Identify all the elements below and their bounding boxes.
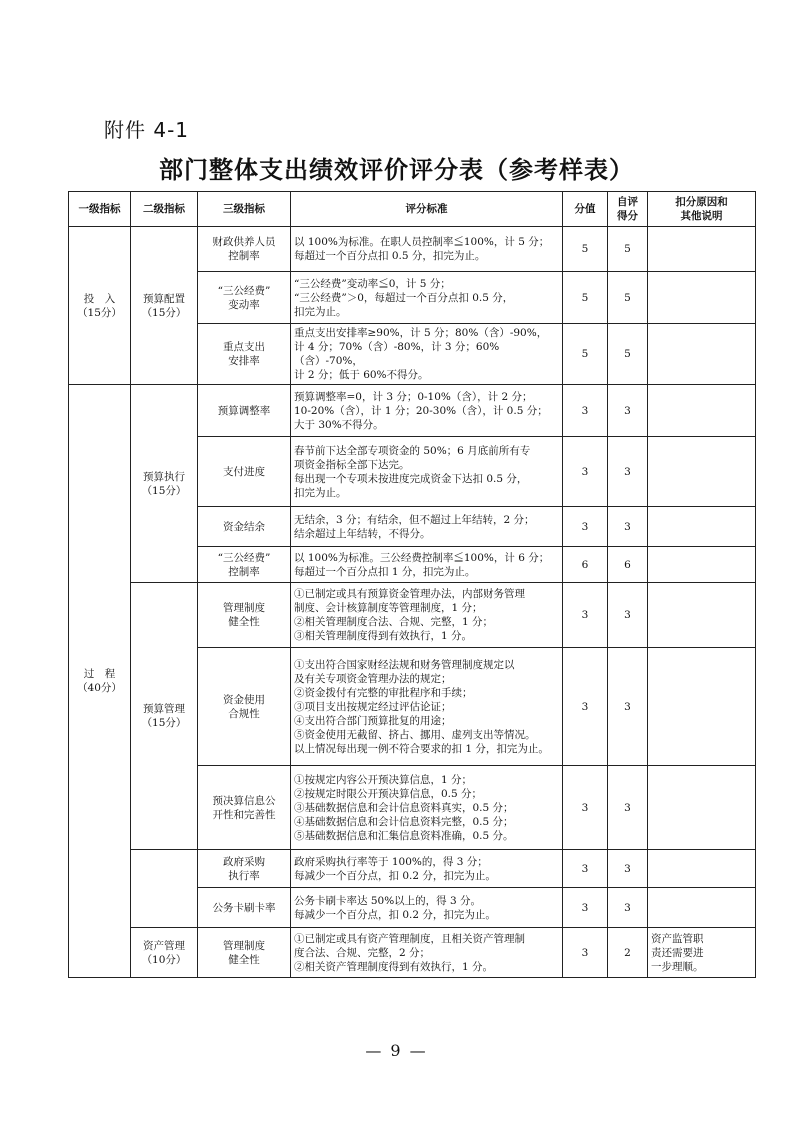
indicator-cell: “三公经费” 控制率 [198, 547, 291, 583]
remark-cell [648, 272, 756, 324]
header-level2: 二级指标 [131, 192, 198, 227]
header-level3: 三级指标 [198, 192, 291, 227]
group-input: 投 入 （15分） [69, 227, 131, 385]
header-row [69, 192, 756, 227]
remark-cell [648, 507, 756, 547]
self-score-cell: 3 [608, 648, 648, 766]
indicator-cell: 管理制度 健全性 [198, 583, 291, 648]
self-score-cell: 3 [608, 583, 648, 648]
attachment-label: 附件 4-1 [104, 118, 190, 142]
self-score-cell: 3 [608, 850, 648, 888]
header-standard: 评分标准 [291, 192, 563, 227]
self-score-cell: 5 [608, 227, 648, 272]
group-process: 过 程 （40分） [69, 385, 131, 978]
remark-cell [648, 583, 756, 648]
remark-cell [648, 385, 756, 437]
self-score-cell: 3 [608, 385, 648, 437]
self-score-cell: 5 [608, 324, 648, 385]
self-score-cell: 3 [608, 766, 648, 850]
self-score-cell: 6 [608, 547, 648, 583]
evaluation-score-table [68, 191, 756, 978]
score-cell: 5 [563, 227, 608, 272]
standard-cell: 政府采购执行率等于 100%的，得 3 分； 每减少一个百分点，扣 0.2 分，扣完为止。 [291, 850, 563, 888]
self-score-cell: 3 [608, 437, 648, 507]
self-score-cell: 5 [608, 272, 648, 324]
table-row [69, 227, 756, 272]
indicator-cell: 资金结余 [198, 507, 291, 547]
standard-cell: ①已制定或具有预算资金管理办法，内部财务管理 制度、会计核算制度等管理制度，1 分； ②相关管理制度合法、合规、完整，1 分； ③相关管理制度得到有效执行，1 分。 [291, 583, 563, 648]
subgroup-budget-exec: 预算执行 （15分） [131, 385, 198, 583]
indicator-cell: “三公经费” 变动率 [198, 272, 291, 324]
standard-cell: ①支出符合国家财经法规和财务管理制度规定以 及有关专项资金管理办法的规定； ②资金拨付有完整的审批程序和手续； ③项目支出按规定经过评估论证； ④支出符合部门预算批复的用途； ⑤资金使用无截留、挤占、挪用、虚列支出等情况。 以上情况每出现一例不符合要求的扣 1 分，扣完为止。 [291, 648, 563, 766]
standard-cell: 预算调整率=0，计 3 分；0-10%（含），计 2 分； 10-20%（含），计 1 分；20-30%（含），计 0.5 分； 大于 30%不得分。 [291, 385, 563, 437]
score-cell: 6 [563, 547, 608, 583]
remark-cell [648, 227, 756, 272]
remark-cell [648, 324, 756, 385]
indicator-cell: 政府采购 执行率 [198, 850, 291, 888]
score-cell: 3 [563, 507, 608, 547]
remark-cell [648, 766, 756, 850]
subgroup-asset-mgmt: 资产管理 （10分） [131, 928, 198, 978]
header-score: 分值 [563, 192, 608, 227]
subgroup-budget-mgmt: 预算管理 （15分） [131, 583, 198, 850]
table-row [69, 928, 756, 978]
page-number: — 9 — [365, 1041, 428, 1060]
remark-cell [648, 888, 756, 928]
standard-cell: ①按规定内容公开预决算信息，1 分； ②按规定时限公开预决算信息，0.5 分； ③基础数据信息和会计信息资料真实，0.5 分； ④基础数据信息和会计信息资料完整，0.5 分； ⑤基础数据信息和汇集信息资料准确，0.5 分。 [291, 766, 563, 850]
indicator-cell: 公务卡刷卡率 [198, 888, 291, 928]
score-cell: 3 [563, 850, 608, 888]
score-cell: 5 [563, 272, 608, 324]
score-cell: 3 [563, 437, 608, 507]
standard-cell: 重点支出安排率≥90%，计 5 分；80%（含）-90%， 计 4 分；70%（含）-80%，计 3 分；60%（含）-70%， 计 2 分；低于 60%不得分。 [291, 324, 563, 385]
remark-cell [648, 850, 756, 888]
standard-cell: 春节前下达全部专项资金的 50%；6 月底前所有专 项资金指标全部下达完。 每出现一个专项未按进度完成资金下达扣 0.5 分， 扣完为止。 [291, 437, 563, 507]
score-cell: 3 [563, 648, 608, 766]
score-cell: 3 [563, 385, 608, 437]
self-score-cell: 3 [608, 888, 648, 928]
remark-cell [648, 437, 756, 507]
standard-cell: 以 100%为标准。在职人员控制率≦100%，计 5 分； 每超过一个百分点扣 0.5 分，扣完为止。 [291, 227, 563, 272]
standard-cell: 无结余，3 分；有结余，但不超过上年结转，2 分； 结余超过上年结转，不得分。 [291, 507, 563, 547]
score-cell: 3 [563, 888, 608, 928]
standard-cell: ①已制定或具有资产管理制度，且相关资产管理制 度合法、合规、完整，2 分； ②相关资产管理制度得到有效执行，1 分。 [291, 928, 563, 978]
indicator-cell: 支付进度 [198, 437, 291, 507]
standard-cell: “三公经费”变动率≦0，计 5 分； “三公经费”＞0，每超过一个百分点扣 0.5 分， 扣完为止。 [291, 272, 563, 324]
remark-cell [648, 648, 756, 766]
standard-cell: 以 100%为标准。三公经费控制率≦100%，计 6 分； 每超过一个百分点扣 1 分，扣完为止。 [291, 547, 563, 583]
remark-cell [648, 547, 756, 583]
indicator-cell: 资金使用 合规性 [198, 648, 291, 766]
indicator-cell: 管理制度 健全性 [198, 928, 291, 978]
table-row [69, 385, 756, 437]
indicator-cell: 预算调整率 [198, 385, 291, 437]
score-cell: 3 [563, 766, 608, 850]
remark-cell: 资产监管职 责还需要进 一步理顺。 [648, 928, 756, 978]
score-cell: 3 [563, 583, 608, 648]
standard-cell: 公务卡刷卡率达 50%以上的，得 3 分。 每减少一个百分点，扣 0.2 分，扣完为止。 [291, 888, 563, 928]
self-score-cell: 3 [608, 507, 648, 547]
table-row [69, 850, 756, 888]
score-cell: 3 [563, 928, 608, 978]
header-remark: 扣分原因和 其他说明 [648, 192, 756, 227]
header-level1: 一级指标 [69, 192, 131, 227]
self-score-cell: 2 [608, 928, 648, 978]
score-cell: 5 [563, 324, 608, 385]
indicator-cell: 财政供养人员 控制率 [198, 227, 291, 272]
indicator-cell: 预决算信息公 开性和完善性 [198, 766, 291, 850]
page-title: 部门整体支出绩效评价评分表（参考样表） [159, 156, 634, 184]
subgroup-budget-config: 预算配置 （15分） [131, 227, 198, 385]
subgroup-empty [131, 850, 198, 928]
header-self-score: 自评 得分 [608, 192, 648, 227]
indicator-cell: 重点支出 安排率 [198, 324, 291, 385]
table-row [69, 583, 756, 648]
